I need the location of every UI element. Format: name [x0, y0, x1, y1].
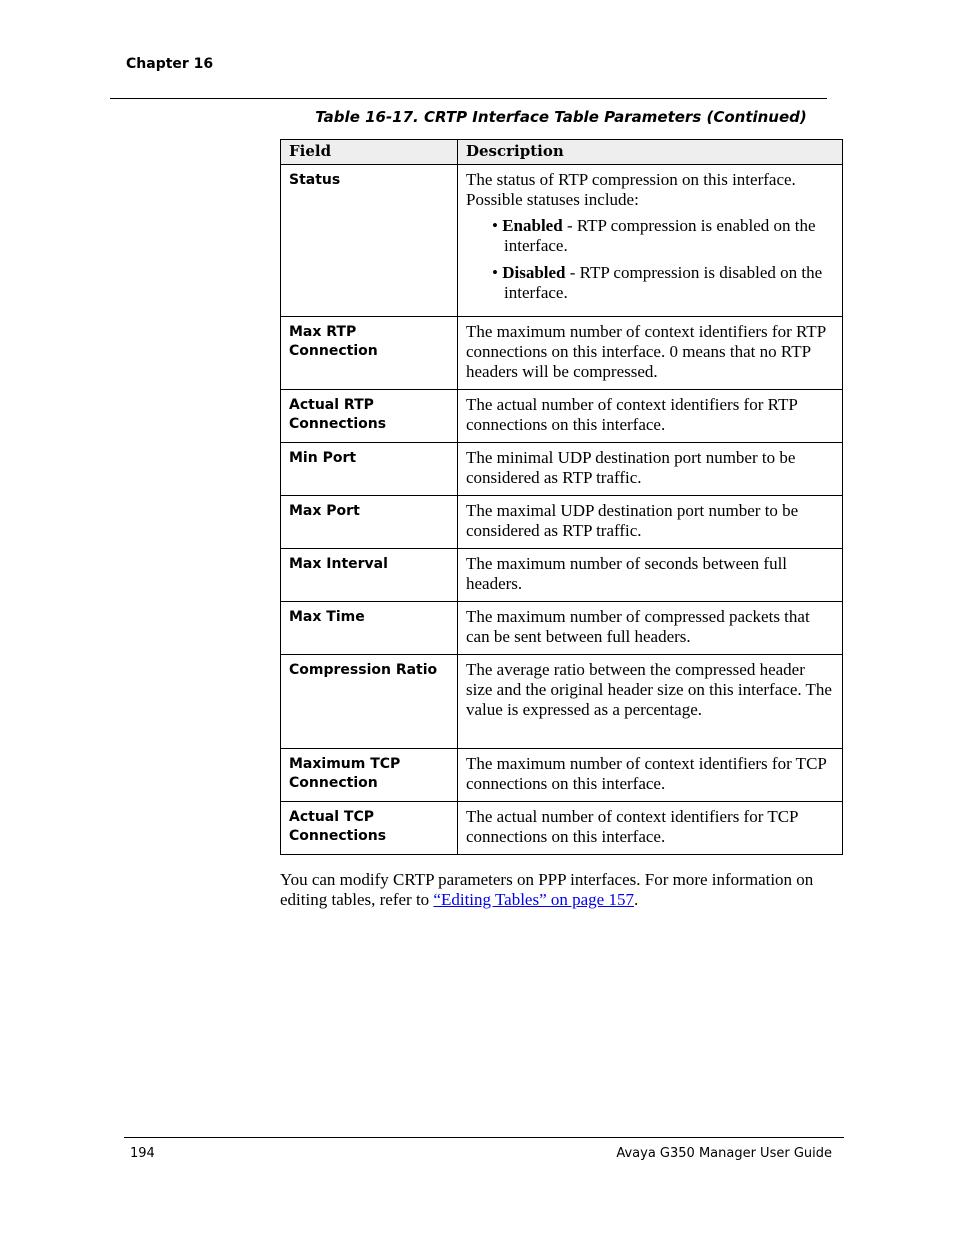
field-cell: Max Interval: [281, 549, 458, 602]
body-paragraph: [280, 870, 842, 910]
description-text: The status of RTP compression on this interface. Possible statuses include:: [466, 170, 796, 209]
description-cell: The actual number of context identifiers for TCP connections on this interface.: [458, 802, 843, 855]
table-row: [281, 390, 843, 443]
page-number: 194: [130, 1146, 155, 1161]
table-caption: Table 16-17. CRTP Interface Table Parameters (Continued): [315, 108, 807, 126]
editing-tables-link[interactable]: “Editing Tables” on page 157: [433, 890, 634, 909]
field-cell: Max RTP Connection: [281, 317, 458, 390]
bullet-text: - RTP compression is enabled on the interface.: [504, 216, 816, 255]
table-row: [281, 443, 843, 496]
description-cell: The maximal UDP destination port number to be considered as RTP traffic.: [458, 496, 843, 549]
header-rule: [110, 98, 827, 99]
table-row: [281, 496, 843, 549]
field-cell: Actual RTP Connections: [281, 390, 458, 443]
list-item: • Enabled - RTP compression is enabled on the interface.: [492, 216, 816, 255]
body-text-before-link: You can modify CRTP parameters on PPP interfaces. For more information on editing tables, refer to: [280, 870, 814, 909]
status-list: [466, 216, 834, 303]
table-row: [281, 802, 843, 855]
field-cell: Max Time: [281, 602, 458, 655]
list-item: • Disabled - RTP compression is disabled on the interface.: [492, 263, 823, 302]
description-cell: The maximum number of context identifiers for TCP connections on this interface.: [458, 749, 843, 802]
table-row: [281, 317, 843, 390]
field-cell: Status: [281, 165, 458, 317]
field-cell: Compression Ratio: [281, 655, 458, 749]
footer-rule: [124, 1137, 844, 1138]
description-cell: The average ratio between the compressed header size and the original header size on this interface. The value is expressed as a percentage.: [458, 655, 843, 749]
guide-title: Avaya G350 Manager User Guide: [616, 1146, 832, 1161]
table-row: [281, 602, 843, 655]
body-text-after-link: .: [633, 890, 639, 909]
field-cell: Max Port: [281, 496, 458, 549]
description-cell: The maximum number of seconds between full headers.: [458, 549, 843, 602]
description-cell: [458, 165, 843, 317]
bullet-text: - RTP compression is disabled on the interface.: [504, 263, 823, 302]
column-header-field: Field: [281, 140, 458, 165]
table-row: [281, 549, 843, 602]
column-header-description: Description: [458, 140, 843, 165]
bullet-term: Enabled: [502, 216, 563, 235]
table-header-row: [281, 140, 843, 165]
description-cell: The maximum number of context identifiers for RTP connections on this interface. 0 means that no RTP headers will be compressed.: [458, 317, 843, 390]
table-row: [281, 165, 843, 317]
table-row: [281, 749, 843, 802]
parameters-table: [280, 139, 843, 855]
field-cell: Actual TCP Connections: [281, 802, 458, 855]
description-cell: The minimal UDP destination port number to be considered as RTP traffic.: [458, 443, 843, 496]
field-cell: Min Port: [281, 443, 458, 496]
description-cell: The actual number of context identifiers for RTP connections on this interface.: [458, 390, 843, 443]
bullet-term: Disabled: [502, 263, 566, 282]
chapter-heading: Chapter 16: [126, 56, 214, 72]
field-cell: Maximum TCP Connection: [281, 749, 458, 802]
table-row: [281, 655, 843, 749]
description-cell: The maximum number of compressed packets that can be sent between full headers.: [458, 602, 843, 655]
